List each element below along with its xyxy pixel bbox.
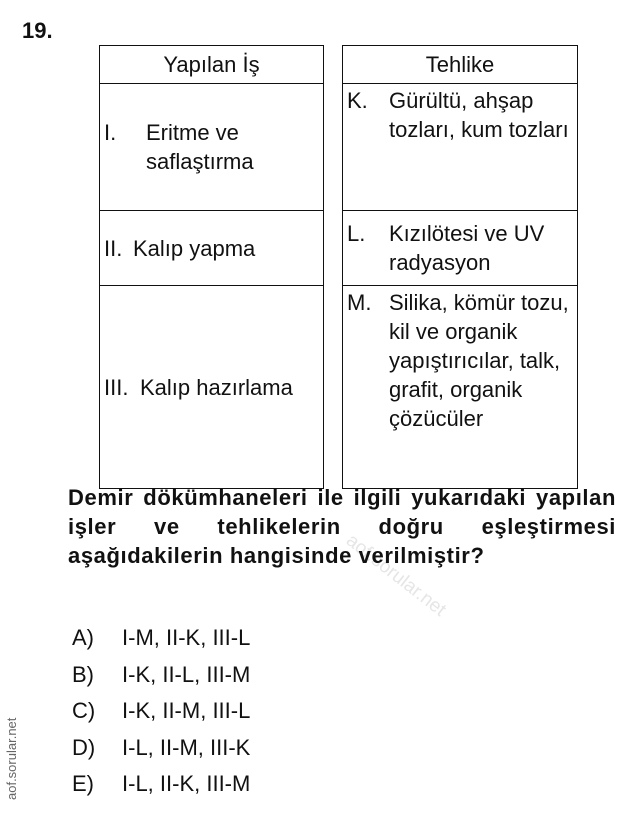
question-text: Demir dökümhaneleri ile ilgili yukarıdaki yapılan işler ve tehlikelerin doğru eşleştirmesi aşağıdakilerin hangisinde verilmiştir? [68, 485, 616, 568]
option-letter: D) [72, 734, 96, 760]
option-e[interactable] [72, 766, 250, 803]
hazards-row-text: Kızılötesi ve UV radyasyon [389, 220, 545, 275]
option-b[interactable] [72, 657, 250, 694]
jobs-row-marker: III. [104, 374, 129, 400]
option-text: I-K, II-M, III-L [122, 698, 251, 723]
option-letter: E) [72, 771, 94, 796]
hazards-row [343, 286, 578, 489]
watermark: aof.sorular.net [342, 530, 450, 621]
option-text: I-K, II-L, III-M [122, 661, 251, 687]
hazards-table [342, 45, 578, 489]
jobs-row-text: Kalıp hazırlama [140, 374, 293, 400]
hazards-row-marker: K. [347, 88, 368, 113]
option-a[interactable] [72, 620, 250, 657]
hazards-row-marker: L. [347, 220, 366, 246]
jobs-row [100, 286, 324, 489]
option-c[interactable] [72, 693, 250, 730]
side-watermark: aof.sorular.net [4, 717, 19, 800]
jobs-row-text: Eritme ve saflaştırma [146, 119, 254, 174]
jobs-table [99, 45, 324, 489]
question-number: 19. [22, 18, 53, 43]
option-letter: A) [72, 625, 94, 650]
jobs-row [100, 211, 324, 286]
option-text: I-L, II-M, III-K [122, 734, 251, 760]
hazards-row-text: Gürültü, ahşap tozları, kum tozları [389, 88, 569, 142]
option-text: I-L, II-K, III-M [122, 771, 251, 796]
jobs-row-marker: II. [104, 235, 123, 261]
jobs-row [100, 84, 324, 211]
jobs-table-header: Yapılan İş [100, 46, 324, 84]
jobs-row-text: Kalıp yapma [133, 235, 256, 261]
answer-options [72, 620, 250, 803]
hazards-row [343, 211, 578, 286]
jobs-row-marker: I. [104, 119, 117, 145]
hazards-row [343, 84, 578, 211]
hazards-row-marker: M. [347, 290, 372, 315]
option-d[interactable] [72, 730, 250, 767]
hazards-row-text: Silika, kömür tozu, kil ve organik yapıştırıcılar, talk, grafit, organik çözücüler [389, 290, 569, 431]
option-letter: B) [72, 661, 94, 687]
hazards-table-header: Tehlike [343, 46, 578, 84]
option-letter: C) [72, 698, 96, 723]
option-text: I-M, II-K, III-L [122, 625, 251, 650]
